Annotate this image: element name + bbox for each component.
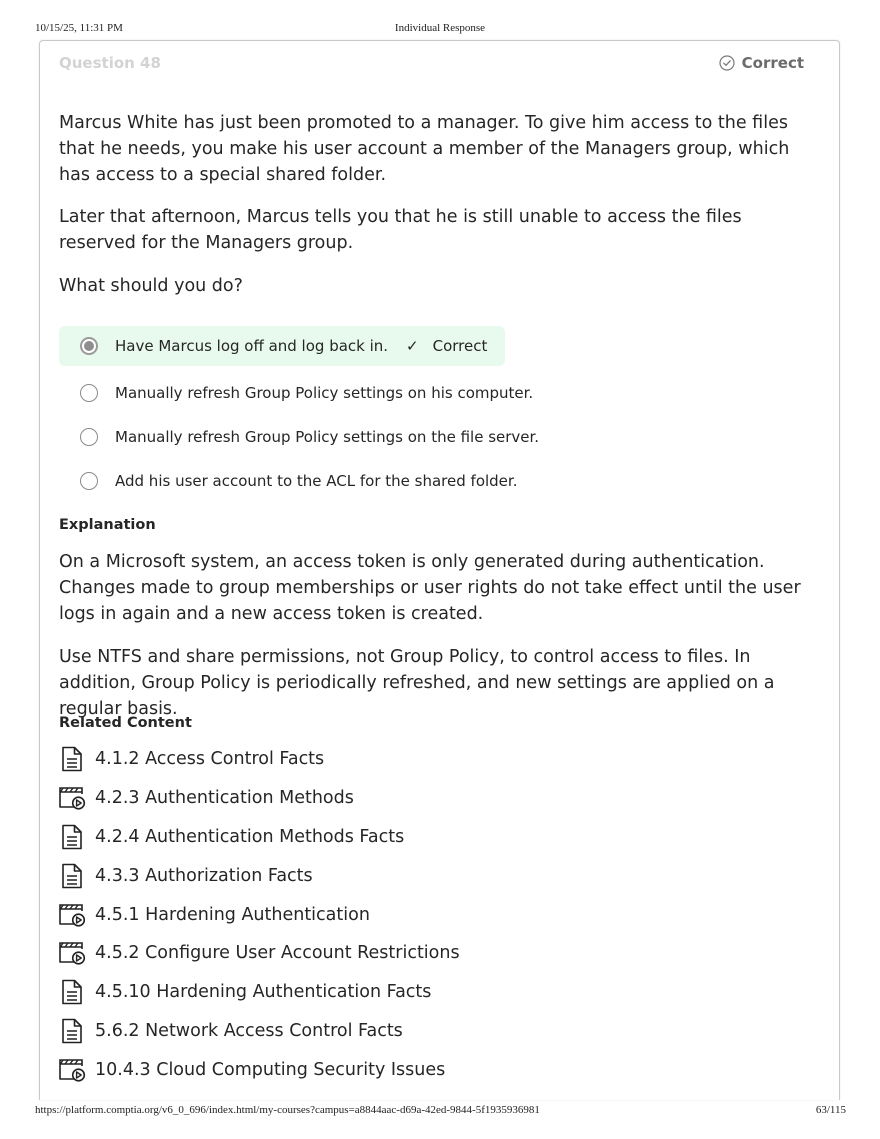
radio-button[interactable] <box>80 428 98 446</box>
related-link[interactable] <box>58 1016 403 1046</box>
video-icon <box>58 784 86 812</box>
related-link-label: 5.6.2 Network Access Control Facts <box>95 1021 403 1041</box>
related-link[interactable] <box>58 900 370 930</box>
related-link-label: 4.3.3 Authorization Facts <box>95 866 313 886</box>
feedback-label: Correct <box>432 337 488 355</box>
option-label: Manually refresh Group Policy settings on his computer. <box>115 384 534 402</box>
related-link-label: 4.1.2 Access Control Facts <box>95 749 325 769</box>
related-link[interactable] <box>58 938 460 968</box>
related-link-label: 4.2.3 Authentication Methods <box>95 788 354 808</box>
document-icon <box>58 823 86 851</box>
option-label: Manually refresh Group Policy settings on the file server. <box>115 428 540 446</box>
related-link-label: 4.2.4 Authentication Methods Facts <box>95 827 405 847</box>
radio-selected[interactable] <box>80 337 98 355</box>
related-link-label: 4.5.10 Hardening Authentication Facts <box>95 982 432 1002</box>
related-link[interactable] <box>58 861 313 891</box>
video-icon <box>58 939 86 967</box>
explanation-paragraph: On a Microsoft system, an access token is only generated during authentication. Changes made to group memberships or user rights do not take effect until the user logs in again and a new access token is created. <box>59 552 801 624</box>
related-link[interactable] <box>58 744 324 774</box>
radio-button[interactable] <box>80 472 98 490</box>
explanation-paragraph: Use NTFS and share permissions, not Group Policy, to control access to files. In addition, Group Policy is periodically refreshed, and new settings are applied on a regular basis. <box>59 647 775 719</box>
video-icon <box>58 1056 86 1084</box>
video-icon <box>58 901 86 929</box>
related-link-label: 10.4.3 Cloud Computing Security Issues <box>95 1060 446 1080</box>
question-prompt: What should you do? <box>59 276 243 296</box>
answer-option[interactable] <box>59 326 505 366</box>
question-paragraph: Marcus White has just been promoted to a manager. To give him access to the files that he needs, you make his user account a member of the Managers group, which has access to a special shared folder. <box>59 113 790 185</box>
question-number: Question 48 <box>59 54 161 72</box>
print-url: https://platform.comptia.org/v6_0_696/index.html/my-courses?campus=a8844aac-d69a-42ed-9844-5f1935936981 <box>35 1104 540 1116</box>
status-label: Correct <box>741 54 804 72</box>
related-link[interactable] <box>58 977 431 1007</box>
answer-option[interactable] <box>59 461 517 501</box>
print-title: Individual Response <box>394 22 486 34</box>
option-label: Have Marcus log off and log back in. <box>115 337 389 355</box>
page-number: 63/115 <box>815 1104 846 1116</box>
related-link-label: 4.5.1 Hardening Authentication <box>95 905 370 925</box>
explanation-heading: Explanation <box>59 517 156 533</box>
related-content-heading: Related Content <box>59 715 192 731</box>
document-icon <box>58 1017 86 1045</box>
answer-option[interactable] <box>59 417 539 457</box>
related-link-label: 4.5.2 Configure User Account Restrictions <box>95 943 460 963</box>
related-link[interactable] <box>58 822 404 852</box>
related-link[interactable] <box>58 783 354 813</box>
print-date: 10/15/25, 11:31 PM <box>35 22 123 34</box>
question-paragraph: Later that afternoon, Marcus tells you that he is still unable to access the files reserved for the Managers group. <box>59 207 742 253</box>
option-label: Add his user account to the ACL for the shared folder. <box>115 472 518 490</box>
print-footer <box>0 1104 880 1120</box>
answer-option[interactable] <box>59 373 533 413</box>
check-circle-icon <box>719 55 735 71</box>
document-icon <box>58 978 86 1006</box>
document-icon <box>58 745 86 773</box>
status-badge <box>719 54 804 72</box>
document-icon <box>58 862 86 890</box>
related-link[interactable] <box>58 1055 445 1085</box>
check-icon: ✓ <box>406 337 419 355</box>
print-header <box>0 22 880 38</box>
radio-button[interactable] <box>80 384 98 402</box>
